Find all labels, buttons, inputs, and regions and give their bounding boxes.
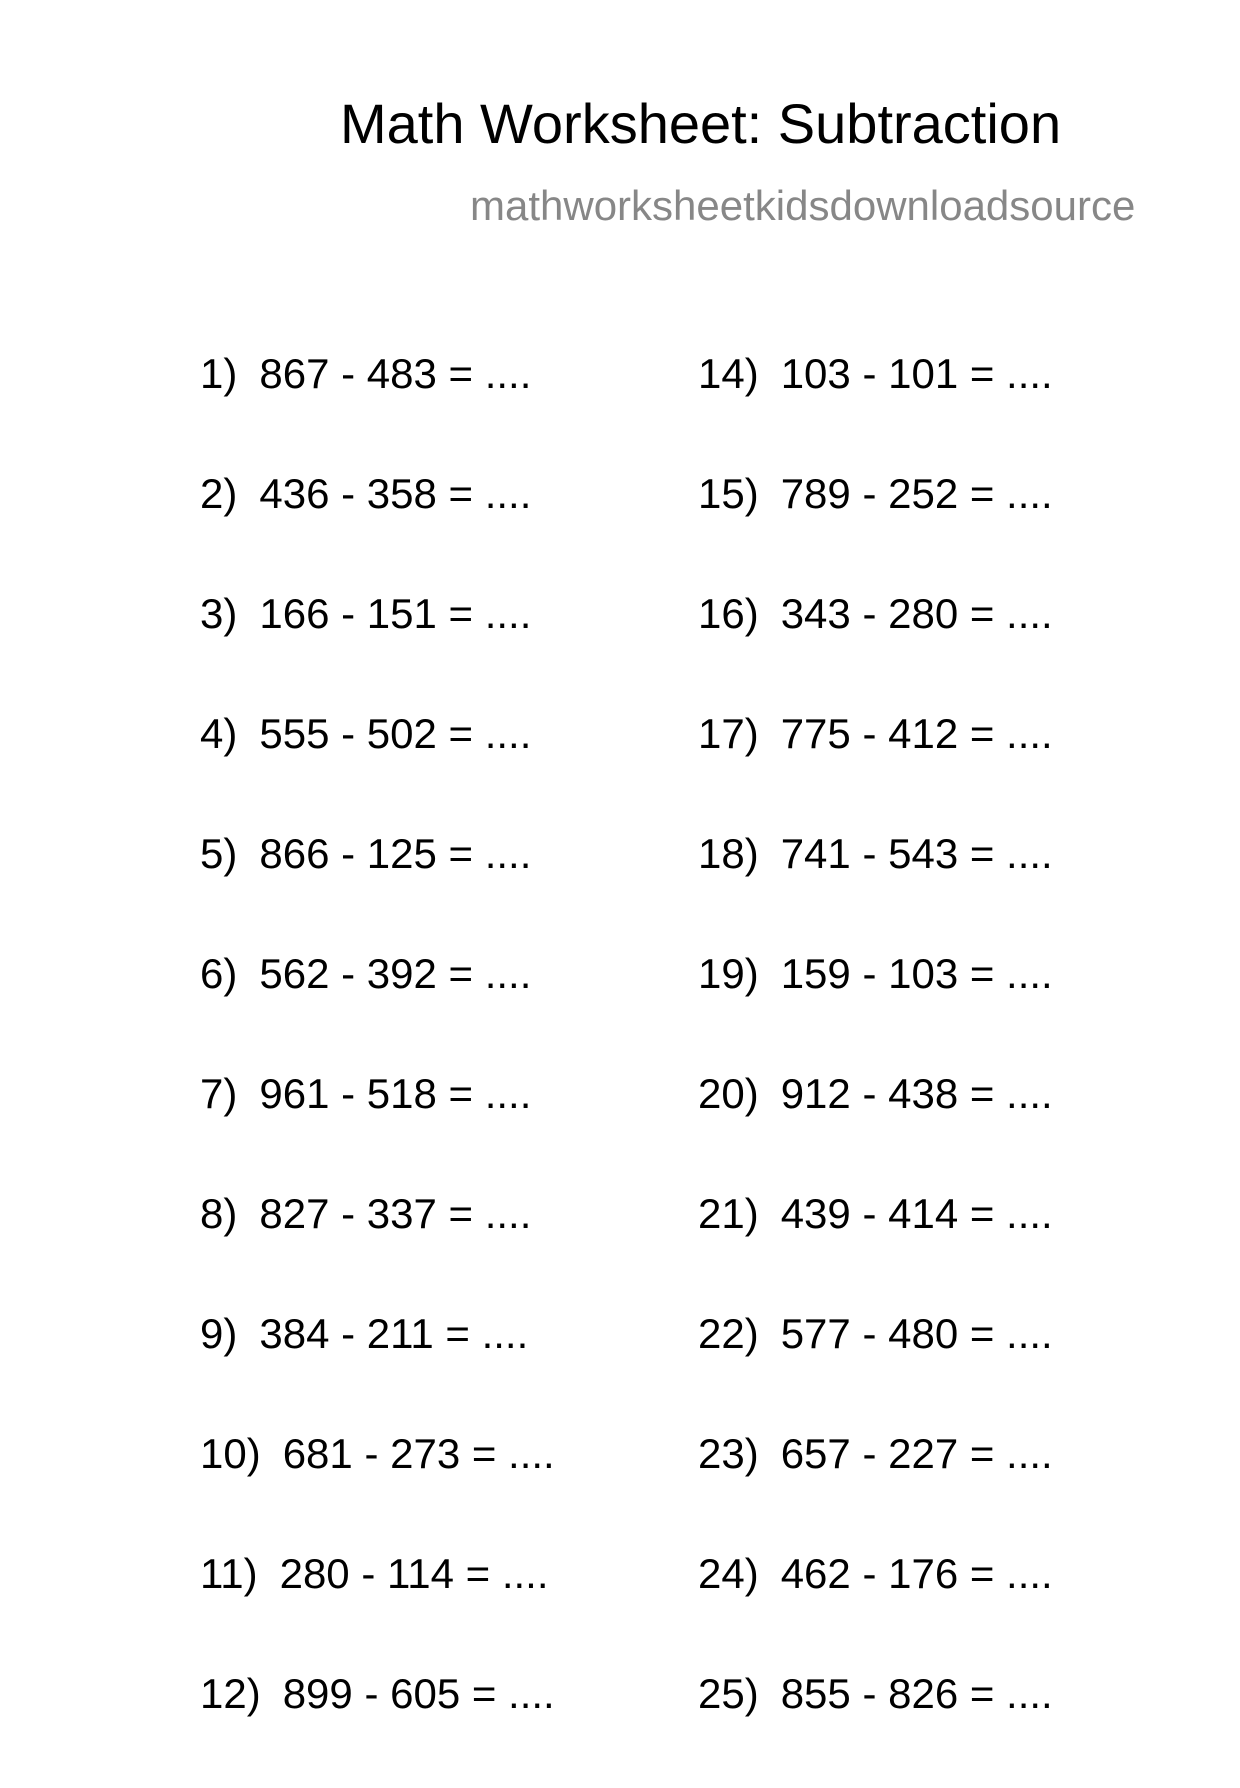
problem-expression: 775 - 412 = ....	[780, 710, 1053, 757]
problem-expression: 577 - 480 = ....	[780, 1310, 1053, 1357]
problem-number: 10)	[200, 1430, 261, 1477]
problem-number: 17)	[698, 710, 759, 757]
problem-7	[200, 1068, 660, 1188]
problem-number: 14)	[698, 350, 759, 397]
problem-number: 3)	[200, 590, 238, 637]
problem-8	[200, 1188, 660, 1308]
problem-4	[200, 708, 660, 828]
problem-20	[698, 1068, 1158, 1188]
problem-number: 4)	[200, 710, 238, 757]
problem-expression: 555 - 502 = ....	[259, 710, 532, 757]
problem-expression: 280 - 114 = ....	[279, 1550, 549, 1597]
problem-expression: 103 - 101 = ....	[780, 350, 1053, 397]
problem-23	[698, 1428, 1158, 1548]
problem-column-left	[200, 348, 660, 1788]
problem-number: 6)	[200, 950, 238, 997]
problem-expression: 384 - 211 = ....	[259, 1310, 529, 1357]
problem-expression: 562 - 392 = ....	[259, 950, 532, 997]
problem-expression: 899 - 605 = ....	[282, 1670, 555, 1717]
problem-1	[200, 348, 660, 468]
problem-expression: 343 - 280 = ....	[780, 590, 1053, 637]
problem-number: 25)	[698, 1670, 759, 1717]
problem-16	[698, 588, 1158, 708]
problem-number: 5)	[200, 830, 238, 877]
problem-number: 15)	[698, 470, 759, 517]
problem-expression: 462 - 176 = ....	[780, 1550, 1053, 1597]
problem-expression: 912 - 438 = ....	[780, 1070, 1053, 1117]
problem-19	[698, 948, 1158, 1068]
problem-9	[200, 1308, 660, 1428]
problem-18	[698, 828, 1158, 948]
problem-expression: 867 - 483 = ....	[259, 350, 532, 397]
problem-expression: 961 - 518 = ....	[259, 1070, 532, 1117]
problem-expression: 866 - 125 = ....	[259, 830, 532, 877]
problem-expression: 436 - 358 = ....	[259, 470, 532, 517]
problem-14	[698, 348, 1158, 468]
problem-expression: 657 - 227 = ....	[780, 1430, 1053, 1477]
problem-22	[698, 1308, 1158, 1428]
problem-expression: 159 - 103 = ....	[780, 950, 1053, 997]
problem-expression: 827 - 337 = ....	[259, 1190, 532, 1237]
page-title: Math Worksheet: Subtraction	[340, 92, 1062, 155]
problem-number: 21)	[698, 1190, 759, 1237]
problem-5	[200, 828, 660, 948]
source-subtitle: mathworksheetkidsdownloadsource	[470, 182, 1136, 229]
problem-2	[200, 468, 660, 588]
problem-number: 2)	[200, 470, 238, 517]
problem-6	[200, 948, 660, 1068]
problem-11	[200, 1548, 660, 1668]
problem-expression: 681 - 273 = ....	[282, 1430, 555, 1477]
problem-number: 12)	[200, 1670, 261, 1717]
problem-expression: 789 - 252 = ....	[780, 470, 1053, 517]
problem-10	[200, 1428, 660, 1548]
problem-25	[698, 1668, 1158, 1788]
problem-number: 7)	[200, 1070, 238, 1117]
problem-number: 20)	[698, 1070, 759, 1117]
problem-number: 11)	[200, 1550, 258, 1597]
problem-number: 9)	[200, 1310, 238, 1357]
problem-15	[698, 468, 1158, 588]
problem-number: 22)	[698, 1310, 759, 1357]
problem-expression: 741 - 543 = ....	[780, 830, 1053, 877]
problem-number: 16)	[698, 590, 759, 637]
problem-expression: 855 - 826 = ....	[780, 1670, 1053, 1717]
problem-number: 19)	[698, 950, 759, 997]
problem-number: 1)	[200, 350, 238, 397]
problem-number: 18)	[698, 830, 759, 877]
problem-expression: 439 - 414 = ....	[780, 1190, 1053, 1237]
problem-column-right	[698, 348, 1158, 1788]
problem-12	[200, 1668, 660, 1788]
problem-24	[698, 1548, 1158, 1668]
problem-expression: 166 - 151 = ....	[259, 590, 532, 637]
problem-number: 24)	[698, 1550, 759, 1597]
problem-3	[200, 588, 660, 708]
problem-17	[698, 708, 1158, 828]
problem-21	[698, 1188, 1158, 1308]
problem-number: 23)	[698, 1430, 759, 1477]
problem-number: 8)	[200, 1190, 238, 1237]
